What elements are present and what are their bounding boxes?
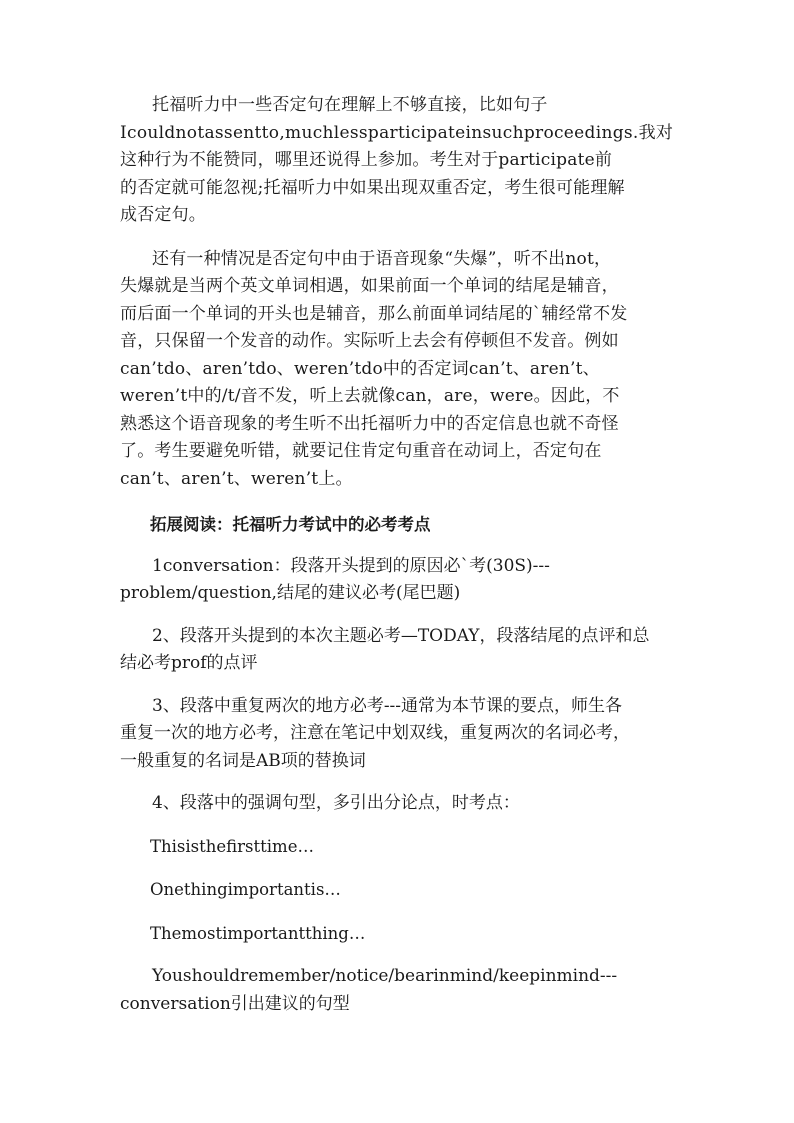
text-line: Youshouldremember/notice/bearinmind/keepinmind--- <box>152 966 618 986</box>
text-line: 结必考prof的点评 <box>120 653 258 673</box>
text-line: 托福听力中一些否定句在理解上不够直接，比如句子 <box>152 95 548 115</box>
text-line: 2、段落开头提到的本次主题必考—TODAY，段落结尾的点评和总 <box>152 625 650 646</box>
text-line: 1conversation：段落开头提到的原因必`考(30S)--- <box>152 555 550 576</box>
section-heading: 拓展阅读：托福听力考试中的必考考点 <box>150 515 431 534</box>
list-item-5 <box>120 963 676 1018</box>
text-line: 而后面一个单词的开头也是辅音，那么前面单词结尾的`辅经常不发 <box>120 303 628 324</box>
example-phrase-1: Thisisthefirsttime… <box>150 836 314 856</box>
text-line: 这种行为不能赞同，哪里还说得上参加。考生对于participate前 <box>120 150 613 170</box>
text-line: can’t、aren’t、weren’t上。 <box>120 468 353 489</box>
text-line: can’tdo、aren’tdo、weren’tdo中的否定词can’t、aren’t、 <box>120 358 600 379</box>
text-line: 4、段落中的强调句型，多引出分论点，时考点： <box>152 793 520 813</box>
text-line: weren’t中的/t/音不发，听上去就像can，are，were。因此，不 <box>120 386 620 406</box>
text-line: 重复一次的地方必考，注意在笔记中划双线，重复两次的名词必考， <box>120 723 630 743</box>
example-phrase-2: Onethingimportantis… <box>150 880 341 899</box>
text-line: 一般重复的名词是AB项的替换词 <box>120 750 366 771</box>
text-line: 音，只保留一个发音的动作。实际听上去会有停顿但不发音。例如 <box>120 331 619 351</box>
text-line: 3、段落中重复两次的地方必考---通常为本节课的要点，师生各 <box>152 695 623 716</box>
text-line: 熟悉这个语音现象的考生听不出托福听力中的否定信息也就不奇怪 <box>120 413 619 434</box>
text-line: 的否定就可能忽视;托福听力中如果出现双重否定，考生很可能理解 <box>120 177 625 198</box>
text-line: 失爆就是当两个英文单词相遇，如果前面一个单词的结尾是辅音， <box>120 276 619 296</box>
text-line: 了。考生要避免听错，就要记住肯定句重音在动词上，否定句在 <box>120 441 602 461</box>
list-item-1 <box>120 553 676 608</box>
list-item-3 <box>120 693 676 776</box>
example-phrase-3: Themostimportantthing… <box>150 923 366 943</box>
text-line: conversation引出建议的句型 <box>120 993 350 1014</box>
paragraph-negation-understanding <box>120 92 676 230</box>
text-line: Icouldnotassentto,muchlessparticipateinsuchproceedings.我对 <box>120 122 674 143</box>
list-item-2 <box>120 623 676 678</box>
document-page <box>120 92 676 1033</box>
text-line: problem/question,结尾的建议必考(尾巴题) <box>120 583 461 603</box>
paragraph-loss-of-plosion <box>120 246 676 494</box>
text-line: 成否定句。 <box>120 205 206 225</box>
list-item-4 <box>120 790 676 818</box>
text-line: 还有一种情况是否定句中由于语音现象“失爆”，听不出not， <box>152 248 612 269</box>
